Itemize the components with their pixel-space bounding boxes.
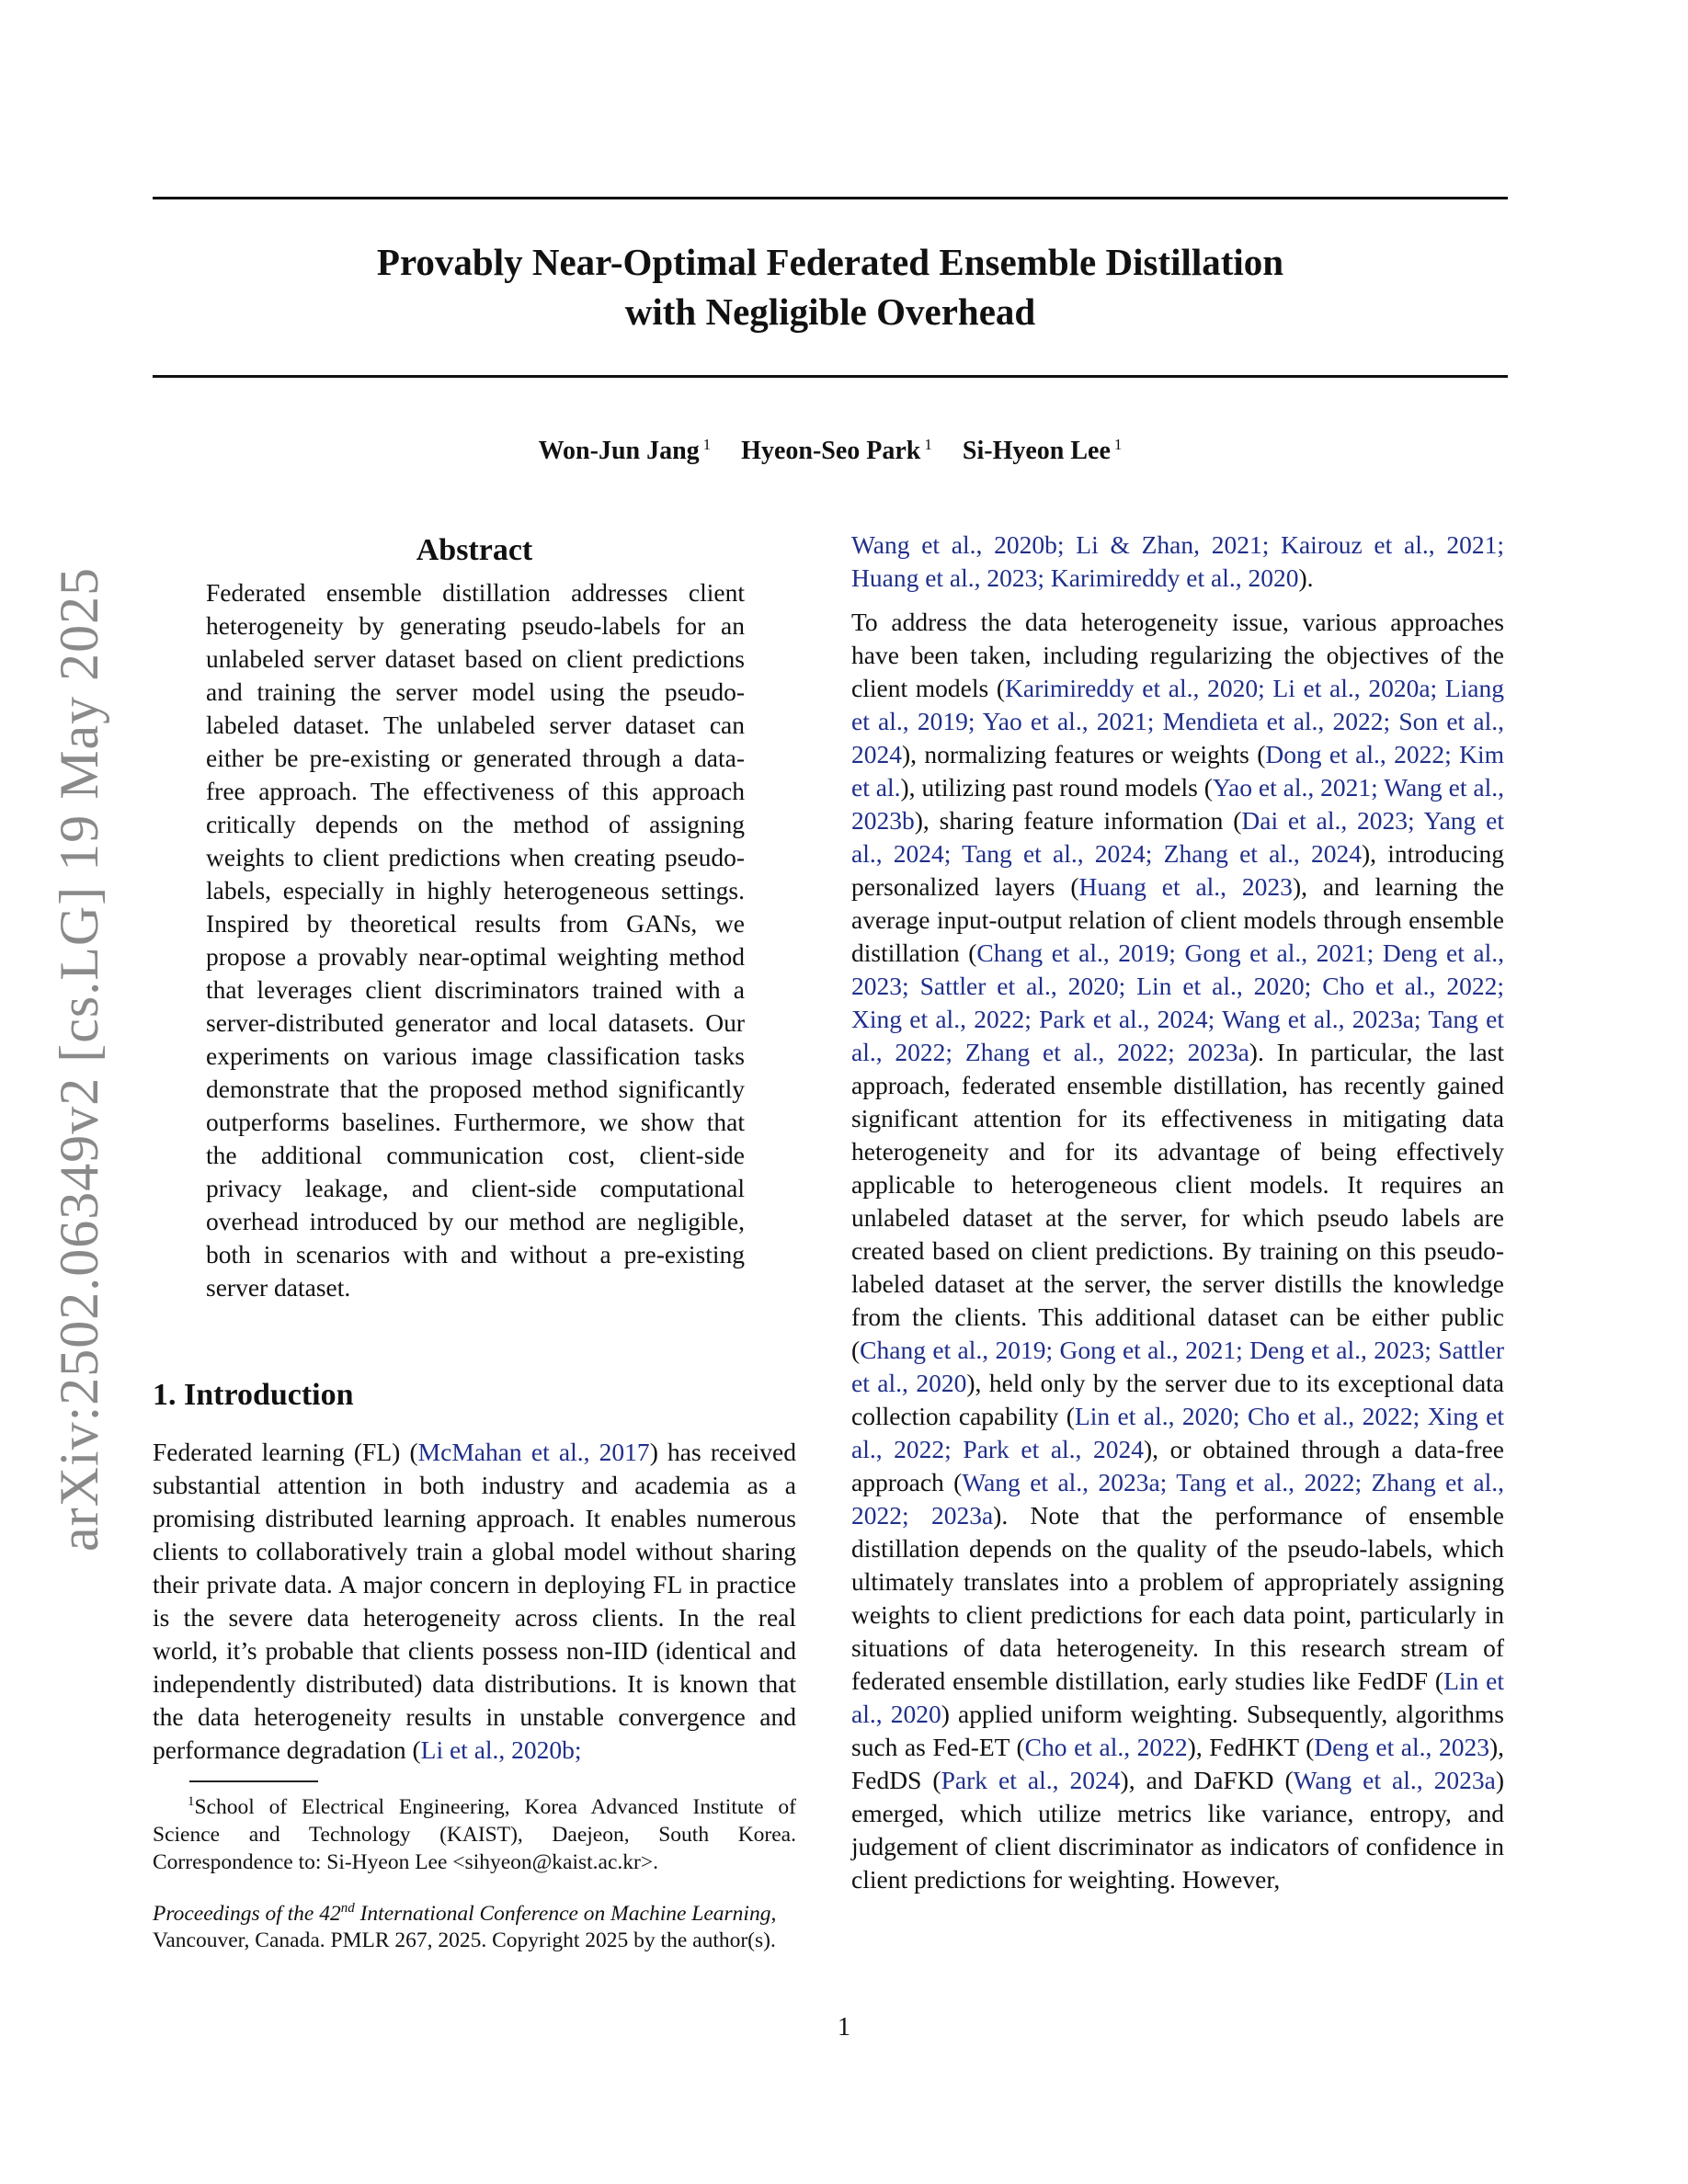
citation-link[interactable]: Park et al., 2024 [941,1766,1121,1794]
body-text: ) applied uniform weighting. Subsequently, algorithms such as Fed-ET ( [851,1700,1504,1761]
body-text: ), and DaFKD ( [1120,1766,1294,1794]
citation-link[interactable]: Yao et al., 2021; Wang et al., 2023b [851,773,1504,835]
body-text: ), sharing feature information ( [914,806,1242,835]
citation-link[interactable]: Chang et al., 2019; Gong et al., 2021; Deng et al., 2023; Sattler et al., 2020 [851,1336,1504,1397]
title-line-1: Provably Near-Optimal Federated Ensemble Distillation [376,241,1284,283]
title-line-2: with Negligible Overhead [624,290,1036,333]
citation-link[interactable]: Deng et al., 2023 [1314,1733,1489,1761]
body-text: ). Note that the performance of ensemble distillation depends on the quality of the pseudo-labels, which ultimately translates into a problem of appropriately assigning weights to client predictions for each data point, particularly in situations of data heterogeneity. In this research stream of federated ensemble distillation, early studies like FedDF ( [851,1501,1504,1695]
citation-link[interactable]: McMahan et al., 2017 [417,1438,650,1466]
abstract-heading: Abstract [416,533,533,567]
body-text: ), utilizing past round models ( [900,773,1213,802]
body-text: ), held only by the server due to its exceptional data collection capability ( [851,1369,1504,1430]
paper-title [153,237,1508,336]
citation-link[interactable]: Wang et al., 2023a [1293,1766,1496,1794]
introduction-paragraph: Federated learning (FL) (McMahan et al., 2017) has received substantial attention in both industry and academia as a promising distributed learning approach. It enables numerous clients to collaboratively train a global model without sharing their private data. A major concern in deploying FL in practice is the severe data heterogeneity across clients. In the real world, it’s probable that clients possess non-IID (identical and independently distributed) data distributions. It is known that the data heterogeneity results in unstable convergence and performance degradation (Li et al., 2020b; [153,1438,796,1764]
body-text: ), FedHKT ( [1187,1733,1315,1761]
body-text: ), and learning the average input-output relation of client models through ensemble distillation ( [851,872,1504,967]
footnote-rule [189,1780,318,1782]
intro-paragraph-2 [851,606,1504,1896]
author-2: Hyeon-Seo Park $^1$ [741,436,932,466]
citation-link[interactable]: Karimireddy et al., 2020; Li et al., 2020a; Liang et al., 2019; Yao et al., 2021; Mendieta et al., 2022; Son et al., 2024 [851,674,1504,768]
page-number: 1 [838,2013,850,2042]
body-text: ) emerged, which utilize metrics like variance, entropy, and judgement of client discriminator as indicators of confidence in client predictions for weighting. However, [851,1766,1504,1894]
body-text: ). In particular, the last approach, federated ensemble distillation, has recently gained significant attention for its effectiveness in mitigating data heterogeneity and for its advantage of being effectively applicable to heterogeneous client models. It requires an unlabeled dataset at the server, for which pseudo labels are created based on client predictions. By training on this pseudo-labeled dataset at the server, the server distills the knowledge from the clients. This additional dataset can be either public ( [851,1038,1504,1364]
abstract-text: Federated ensemble distillation addresses client heterogeneity by generating pseudo-labels for an unlabeled server dataset based on client predictions and training the server model using the pseudo-labeled dataset. The unlabeled server dataset can either be pre-existing or generated through a data-free approach. The effectiveness of this approach critically depends on the method of assigning weights to client predictions when creating pseudo-labels, especially in highly heterogeneous settings. Inspired by theoretical results from GANs, we propose a provably near-optimal weighting method that leverages client discriminators trained with a server-distributed generator and local datasets. Our experiments on various image classification tasks demonstrate that the proposed method significantly outperforms baselines. Furthermore, we show that the additional communication cost, client-side privacy leakage, and client-side computational overhead introduced by our method are negligible, both in scenarios with and without a pre-existing server dataset. [206,578,745,1302]
citation-link[interactable]: Dong et al., 2022; Kim et al. [851,740,1504,802]
body-text: ), introducing personalized layers ( [851,839,1504,901]
citation-link[interactable]: Dai et al., 2023; Yang et al., 2024; Tang et al., 2024; Zhang et al., 2024 [851,806,1504,868]
citation-link[interactable]: Wang et al., 2023a; Tang et al., 2022; Zhang et al., 2022; 2023a [851,1468,1504,1530]
introduction-heading: 1. Introduction [153,1378,354,1412]
citation-link[interactable]: Huang et al., 2023 [1078,872,1293,901]
body-text: ), normalizing features or weights ( [902,740,1266,768]
citation-link[interactable]: Cho et al., 2022 [1024,1733,1188,1761]
left-column [153,529,796,1952]
intro-continued-citations [851,529,1504,595]
citation-link[interactable]: Lin et al., 2020; Cho et al., 2022; Xing et al., 2022; Park et al., 2024 [851,1402,1505,1463]
citation-link[interactable]: Lin et al., 2020 [851,1666,1504,1728]
arxiv-stamp: arXiv:2502.06349v2 [cs.LG] 19 May 2025 [49,566,109,1552]
author-list [153,436,1508,466]
right-column [851,529,1504,1907]
body-text: ). [1298,563,1314,592]
title-top-rule [153,197,1508,199]
affiliation-footnote: $^1$School of Electrical Engineering, Korea Advanced Institute of Science and Technology (KAIST), Daejeon, South Korea. Correspondence to: Si-Hyeon Lee <sihyeon@kaist.ac.kr>. [153,1794,796,1874]
author-1: Won-Jun Jang $^1$ [538,436,712,466]
title-bottom-rule [153,375,1508,378]
body-text: ), FedDS ( [851,1733,1504,1794]
citation-link[interactable]: Wang et al., 2020b; Li & Zhan, 2021; Kairouz et al., 2021; Huang et al., 2023; Karimireddy et al., 2020 [851,530,1504,592]
body-text: ), or obtained through a data-free approach ( [851,1435,1505,1496]
author-3: Si-Hyeon Lee $^1$ [962,436,1123,466]
proceedings-note: Proceedings of the 42nd International Conference on Machine Learning, Vancouver, Canada. PMLR 267, 2025. Copyright 2025 by the author(s). [153,1901,777,1952]
citation-link[interactable]: Li et al., 2020b; [420,1735,582,1764]
body-text: To address the data heterogeneity issue, various approaches have been taken, including regularizing the objectives of the client models ( [851,608,1504,702]
citation-link[interactable]: Chang et al., 2019; Gong et al., 2021; Deng et al., 2023; Sattler et al., 2020; Lin et al., 2020; Cho et al., 2022; Xing et al., 2022; Park et al., 2024; Wang et al., 2023a; Tang et al., 2022; Zhang et al., 2022; 2023a [851,938,1504,1066]
